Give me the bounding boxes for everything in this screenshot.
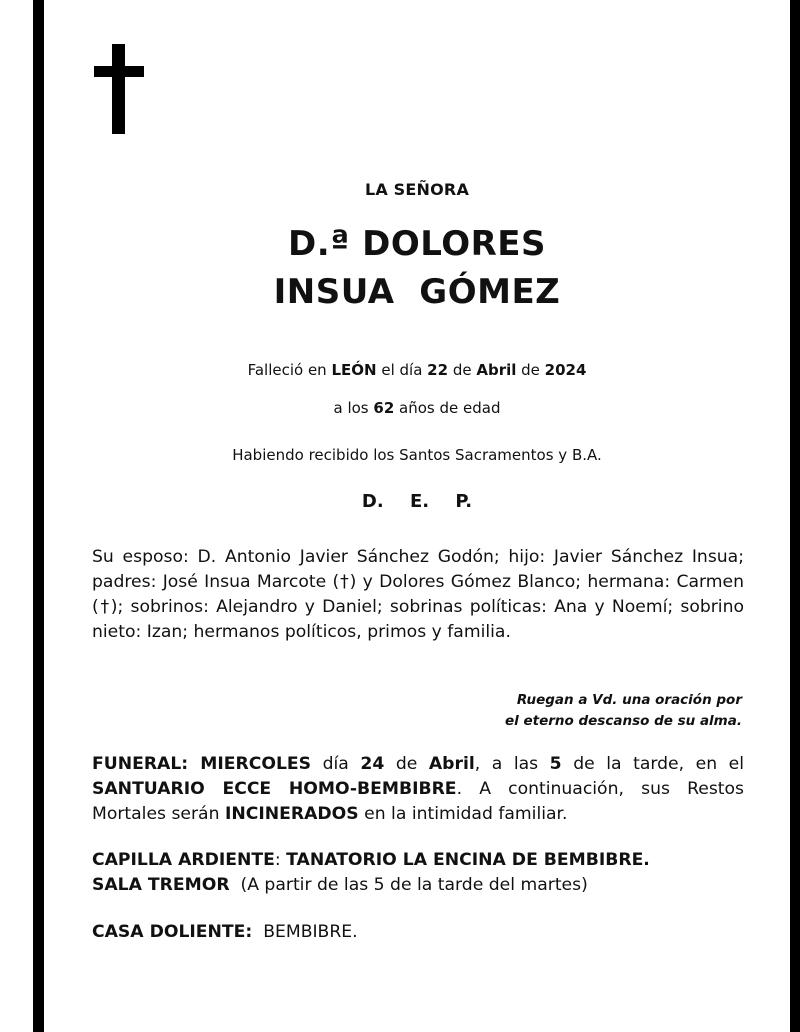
heading-title: LA SEÑORA <box>364 180 470 199</box>
capilla-ardiente: CAPILLA ARDIENTE: TANATORIO LA ENCINA DE BEMBIBRE. <box>92 850 650 870</box>
funeral-paragraph: FUNERAL: MIERCOLES día 24 de Abril, a las 5 de la tarde, en el SANTUARIO ECCE HOMO-BEMBIBRE. A continuación, sus Restos Mortales serán INCINERADOS en la intimidad familiar. <box>92 754 745 824</box>
left-border <box>33 0 44 1032</box>
dep-initials <box>44 491 790 512</box>
deceased-name-line2: INSUA GÓMEZ <box>273 272 561 312</box>
death-info: Falleció en LEÓN el día 22 de Abril de 2024 <box>247 361 587 379</box>
dep-letter: E. <box>409 491 430 512</box>
deceased-name-line1: D.ª DOLORES <box>287 224 547 264</box>
dep-letter: P. <box>455 491 473 512</box>
right-border <box>790 0 800 1032</box>
sacraments-text: Habiendo recibido los Santos Sacramentos y B.A. <box>232 446 602 464</box>
cross-icon <box>94 44 146 136</box>
relatives-paragraph: Su esposo: D. Antonio Javier Sánchez Godón; hijo: Javier Sánchez Insua; padres: José Insua Marcote (†) y Dolores Gómez Blanco; hermana: Carmen (†); sobrinos: Alejandro y Daniel; sobrinas políticas: Ana y Noemí; sobrino nieto: Izan; hermanos políticos, primos y familia. <box>92 547 744 642</box>
casa-doliente: CASA DOLIENTE: BEMBIBRE. <box>92 922 358 942</box>
age-info: a los 62 años de edad <box>333 399 501 417</box>
sala-tremor: SALA TREMOR (A partir de las 5 de la tarde del martes) <box>92 875 588 895</box>
prayer-text: Ruegan a Vd. una oración por el eterno descanso de su alma. <box>505 692 742 729</box>
dep-letter: D. <box>361 491 384 512</box>
